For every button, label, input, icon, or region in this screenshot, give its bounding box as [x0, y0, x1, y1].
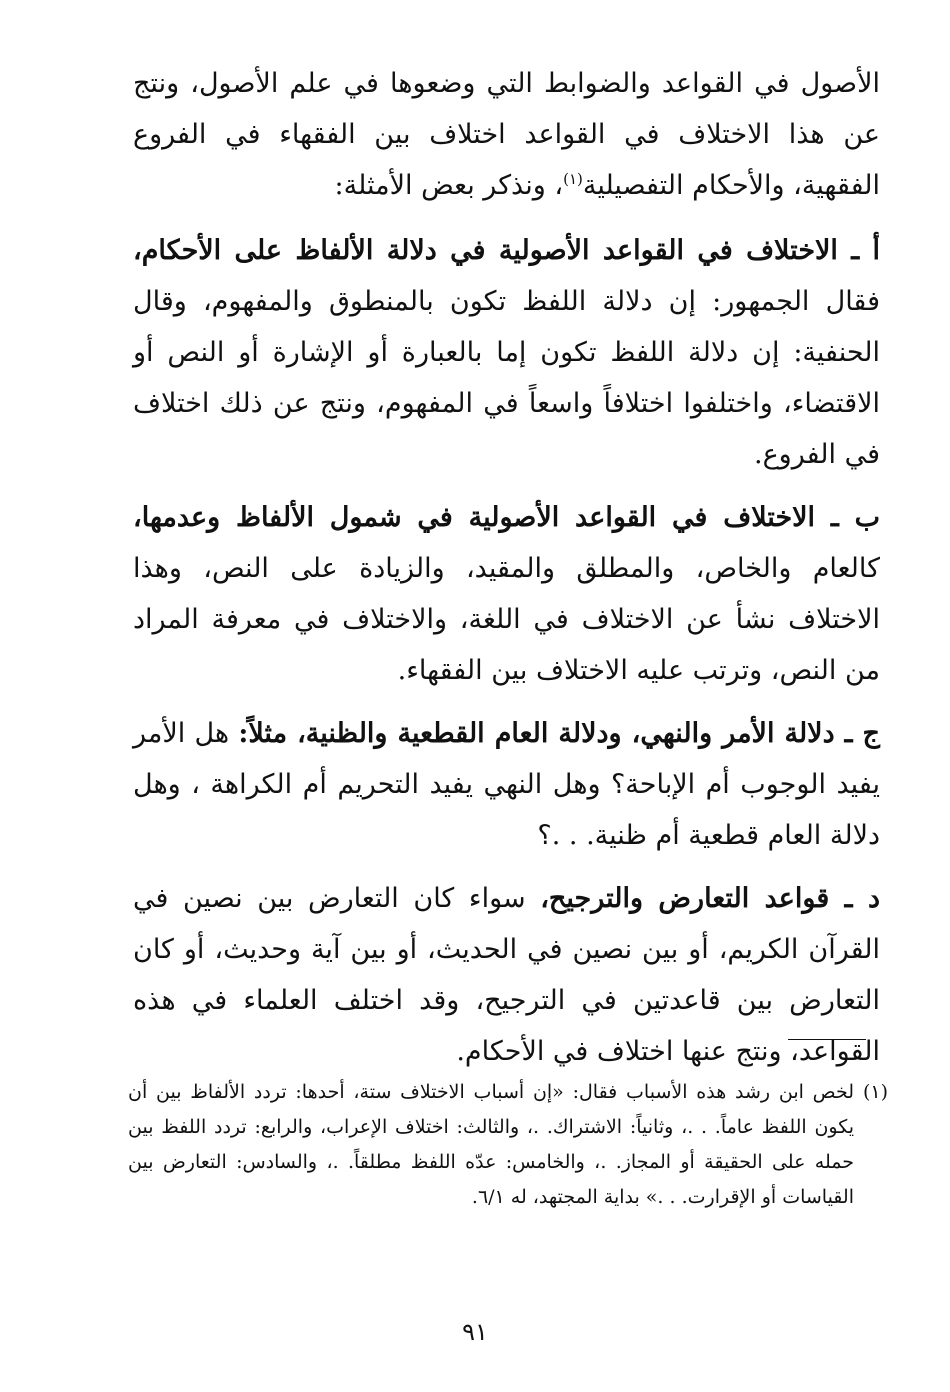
item-body: فقال الجمهور: إن دلالة اللفظ تكون بالمنطوق والمفهوم، وقال الحنفية: إن دلالة اللفظ تكون إما بالعبارة أو الإشارة أو النص أو الاقتضاء، واختلفوا اختلافاً واسعاً في المفهوم، ونتج عن ذلك اختلاف في الفروع.	[133, 286, 880, 470]
page-number: ٩١	[462, 1318, 488, 1346]
intro-text-end: ، ونذكر بعض الأمثلة:	[334, 170, 564, 201]
item-paragraph	[133, 492, 880, 696]
item-heading: ب ـ الاختلاف في القواعد الأصولية في شمول الألفاظ وعدمها،	[133, 502, 880, 533]
item-body: هل الأمر يفيد الوجوب أم الإباحة؟ وهل النهي يفيد التحريم أم الكراهة ، وهل دلالة العام قطعية أم ظنية. . .؟	[133, 718, 880, 851]
footnote-separator	[788, 1039, 866, 1040]
item-paragraph	[133, 708, 880, 861]
item-heading: د ـ قواعد التعارض والترجيح،	[540, 883, 880, 914]
footnote-number: (١)	[862, 1081, 888, 1103]
item-heading: أ ـ الاختلاف في القواعد الأصولية في دلالة الألفاظ على الأحكام،	[133, 235, 880, 266]
intro-paragraph	[133, 58, 880, 211]
footnote	[128, 1075, 888, 1215]
intro-text: الأصول في القواعد والضوابط التي وضعوها في علم الأصول، ونتج عن هذا الاختلاف في القواعد اختلاف بين الفقهاء في الفروع الفقهية، والأحكام التفصيلية	[133, 68, 880, 201]
main-text	[133, 58, 880, 1089]
item-body: كالعام والخاص، والمطلق والمقيد، والزيادة على النص، وهذا الاختلاف نشأ عن الاختلاف في اللغة، والاختلاف في معرفة المراد من النص، وترتب عليه الاختلاف بين الفقهاء.	[133, 553, 880, 686]
item-paragraph	[133, 873, 880, 1077]
footnote-text: لخص ابن رشد هذه الأسباب فقال: «إن أسباب الاختلاف ستة، أحدها: تردد الألفاظ بين أن يكون اللفظ عاماً. . .، وثانياً: الاشتراك. .، والثالث: اختلاف الإعراب، والرابع: تردد اللفظ بين حمله على الحقيقة أو المجاز. .، والخامس: عدّه اللفظ مطلقاً. .، والسادس: التعارض بين القياسات أو الإقرارت. . .» بداية المجتهد، له ٦/١.	[128, 1081, 854, 1208]
item-heading: ج ـ دلالة الأمر والنهي، ودلالة العام القطعية والظنية، مثلاً:	[238, 718, 880, 749]
item-paragraph	[133, 225, 880, 480]
footnote-reference: (١)	[563, 170, 583, 188]
item-body: سواء كان التعارض بين نصين في القرآن الكريم، أو بين نصين في الحديث، أو بين آية وحديث، أو كان التعارض بين قاعدتين في الترجيح، وقد اختلف العلماء في هذه القواعد، ونتج عنها اختلاف في الأحكام.	[133, 883, 880, 1067]
